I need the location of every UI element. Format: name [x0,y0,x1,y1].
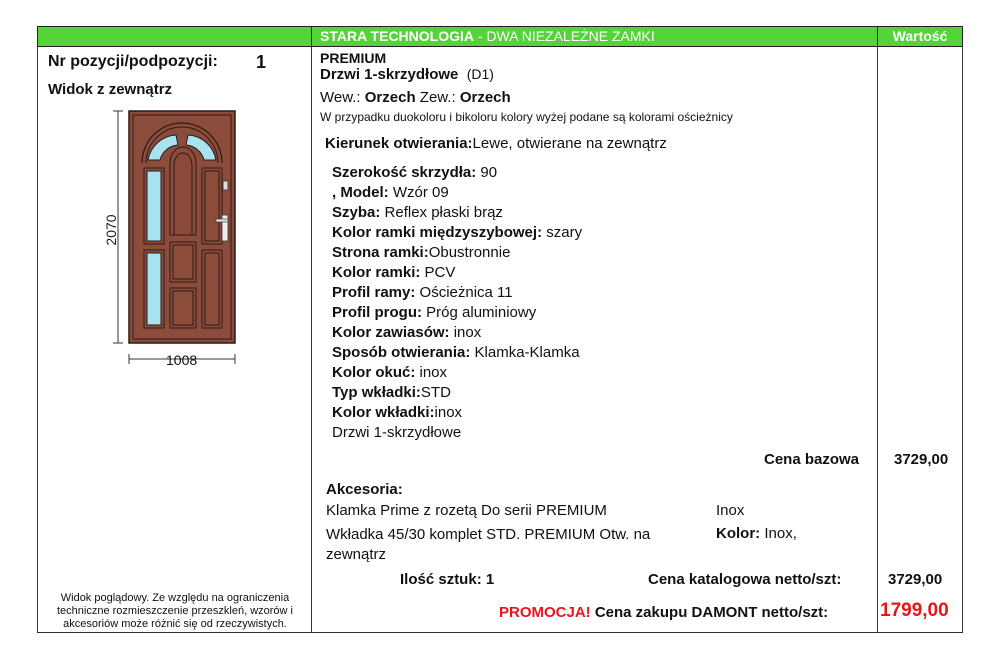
header-title: STARA TECHNOLOGIA - DWA NIEZALEŻNE ZAMKI [311,26,878,47]
spec-row [332,263,455,283]
promo-label: PROMOCJA! Cena zakupu DAMONT netto/szt: [499,604,829,621]
spec-label: , Model: [332,184,389,201]
product-name: Drzwi 1-skrzydłowe (D1) [320,66,494,83]
column-divider [311,46,312,633]
spec-label: Szyba: [332,204,381,221]
spec-value: inox [434,404,463,421]
spec-label: Kolor ramki międzyszybowej: [332,224,543,241]
position-number: 1 [256,52,267,72]
spec-label: Strona ramki: [332,244,429,261]
spec-label: Kolor wkładki: [332,404,435,421]
spec-row [332,403,462,423]
spec-value: STD [420,384,451,401]
spec-row [332,423,461,443]
spec-value: inox [415,364,448,381]
spec-row [332,303,536,323]
spec-row [332,323,481,343]
catalog-price-value: 3729,00 [888,571,943,588]
quantity: Ilość sztuk: 1 [400,571,495,588]
spec-row [332,183,449,203]
promo-price-value: 1799,00 [880,600,949,621]
spec-value: Drzwi 1-skrzydłowe [332,424,462,441]
spec-row [332,203,503,223]
accessory-1-value: Inox [716,502,745,519]
base-price-value: 3729,00 [894,451,949,468]
spec-value: Reflex płaski brąz [380,204,503,221]
width-dimension: 1008 [166,352,198,368]
right-border [962,46,963,633]
spec-label: Typ wkładki: [332,384,421,401]
left-border [37,46,38,633]
spec-label: Kolor okuć: [332,364,416,381]
opening-direction: Kierunek otwierania:Lewe, otwierane na zewnątrz [325,135,667,152]
spec-row [332,223,582,243]
door-drawing [96,105,246,375]
product-line: PREMIUM [320,50,387,66]
spec-value: Klamka-Klamka [470,344,580,361]
product-colors: Wew.: Orzech Zew.: Orzech [320,89,511,106]
spec-value: Próg aluminiowy [422,304,537,321]
spec-value: Ościeżnica 11 [415,284,513,301]
spec-row [332,283,513,303]
spec-value: inox [449,324,482,341]
spec-label: Kolor ramki: [332,264,421,281]
spec-label: Szerokość skrzydła: [332,164,477,181]
spec-row [332,343,580,363]
spec-row [332,243,510,263]
height-dimension: 2070 [103,214,119,246]
accessory-2-value: Kolor: Inox, [716,525,797,542]
position-label: Nr pozycji/podpozycji: [48,53,218,70]
spec-value: PCV [420,264,456,281]
color-note: W przypadku duokoloru i bikoloru kolory wyżej podane są kolorami ościeżnicy [320,110,733,124]
base-price-label: Cena bazowa [764,451,860,468]
bottom-border [37,632,963,633]
header-value-label: Wartość [877,26,963,47]
spec-label: Profil ramy: [332,284,416,301]
spec-row [332,363,447,383]
spec-label: Profil progu: [332,304,422,321]
accessory-2-name: Wkładka 45/30 komplet STD. PREMIUM Otw. na zewnątrz [326,526,651,563]
spec-value: Wzór 09 [388,184,449,201]
spec-row [332,383,451,403]
header-left-cell [37,26,312,47]
spec-label: Kolor zawiasów: [332,324,450,341]
spec-row [332,163,497,183]
catalog-price-label: Cena katalogowa netto/szt: [648,571,842,588]
accessory-1-name: Klamka Prime z rozetą Do serii PREMIUM [326,502,607,519]
value-column-divider [877,46,878,633]
spec-label: Sposób otwierania: [332,344,471,361]
spec-value: Obustronnie [428,244,511,261]
disclaimer: Widok poglądowy. Ze względu na ograniczenia techniczne rozmieszczenie przeszkleń, wzorów i akcesoriów może różnić się od rzeczywistych. [57,592,293,630]
accessories-title: Akcesoria: [326,481,403,498]
view-label: Widok z zewnątrz [48,81,173,98]
spec-value: 90 [476,164,498,181]
spec-value: szary [542,224,583,241]
